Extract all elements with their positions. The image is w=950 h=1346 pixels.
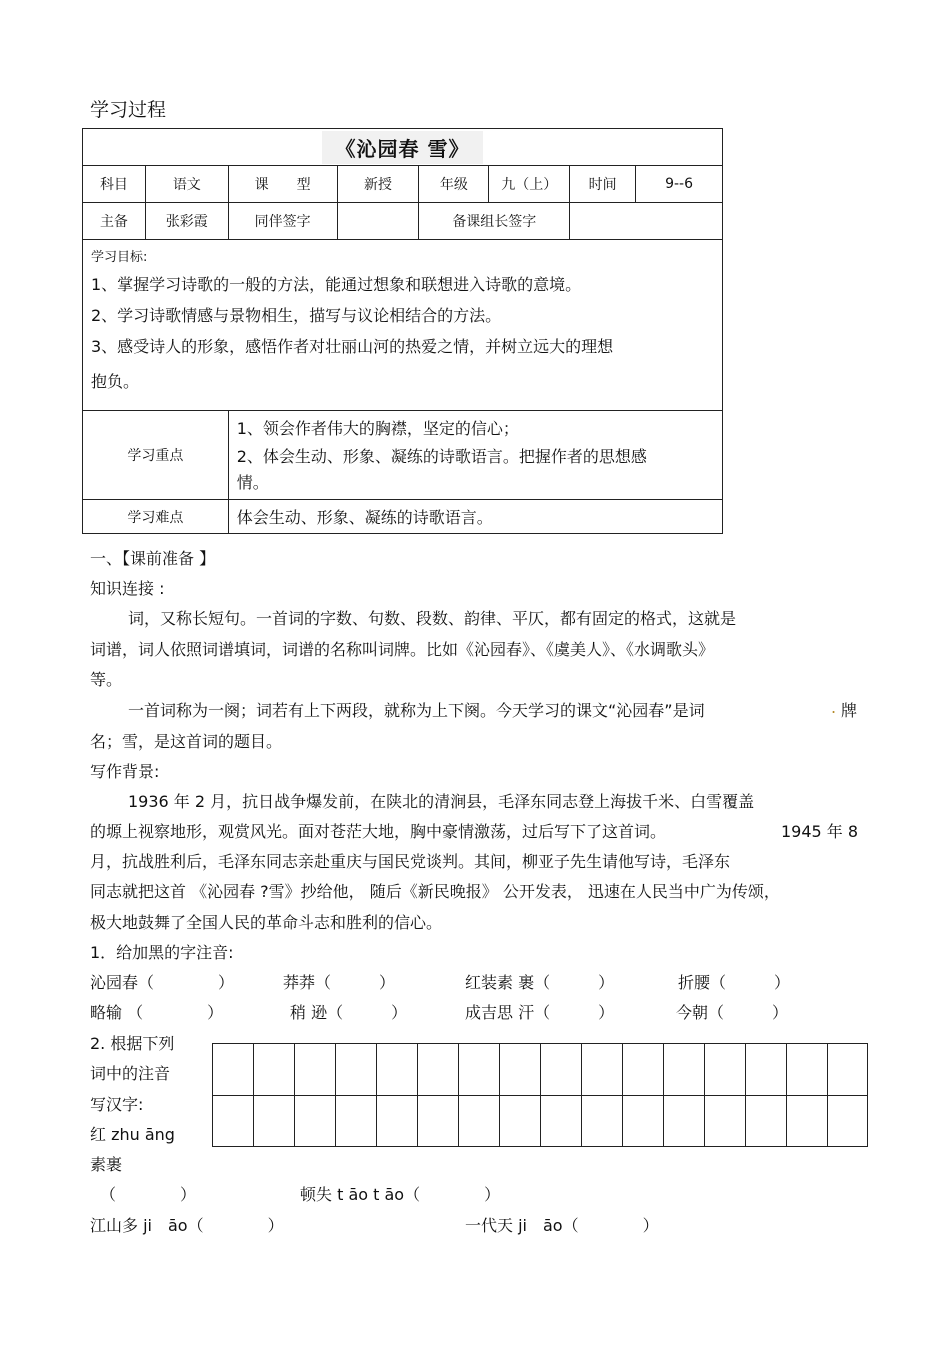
info-cell: 科目 [83, 166, 146, 203]
info-cell: 备课组长签字 [419, 203, 570, 240]
background-label: 写作背景: [90, 762, 160, 781]
question-2-label: 素裹 [90, 1155, 123, 1174]
pinyin-item: 折腰（ ） [678, 973, 791, 992]
title-cell [83, 129, 723, 166]
pinyin-item: 今朝（ ） [676, 1003, 789, 1022]
difficult-points-content: 体会生动、形象、凝练的诗歌语言。 [228, 500, 722, 534]
question-1-label: 1．给加黑的字注音: [90, 943, 234, 962]
learning-goals [83, 240, 723, 411]
paragraph-line: 月，抗战胜利后，毛泽东同志亲赴重庆与国民党谈判。其间，柳亚子先生请他写诗，毛泽东 [90, 852, 731, 871]
difficult-points-label: 学习难点 [83, 500, 229, 534]
paragraph-line: 牌 [841, 701, 858, 720]
info-cell: 年级 [419, 166, 489, 203]
info-row-1 [83, 166, 723, 203]
knowledge-label: 知识连接 : [90, 579, 165, 598]
info-cell: 时间 [570, 166, 636, 203]
key-points-label: 学习重点 [83, 411, 229, 500]
paragraph-line: 词谱，词人依照词谱填词，词谱的名称叫词牌。比如《沁园春》、《虞美人》、《水调歌头》 [90, 640, 715, 659]
pinyin-item: 一代天 ji āo（ ） [465, 1216, 659, 1235]
pinyin-item: 略输 （ ） [90, 1003, 224, 1022]
section-title: 一、【课前准备 】 [90, 549, 216, 568]
goal-item: 3、感受诗人的形象，感悟作者对壮丽山河的热爱之情，并树立远大的理想 [91, 337, 614, 356]
pinyin-item: 红装素 裹（ ） [465, 973, 615, 992]
paragraph-line: 的塬上视察地形，观赏风光。面对苍茫大地，胸中豪情激荡，过后写下了这首词。 [90, 822, 667, 841]
paragraph-line: 词，又称长短句。一首词的字数、句数、段数、韵律、平仄，都有固定的格式，这就是 [128, 609, 737, 628]
key-point-line: 2、体会生动、形象、凝练的诗歌语言。把握作者的思想感 [236, 447, 647, 466]
key-point-line: 情。 [236, 473, 269, 492]
info-cell: 九（上） [489, 166, 570, 203]
info-cell: 语文 [145, 166, 228, 203]
info-cell: 9--6 [636, 166, 723, 203]
question-2-label: 2. 根据下列 [90, 1034, 175, 1053]
pinyin-item: 江山多 ji āo（ ） [90, 1216, 284, 1235]
info-cell: 新授 [337, 166, 419, 203]
goal-item: 抱负。 [91, 372, 140, 391]
signature-blank [337, 203, 419, 240]
signature-blank [570, 203, 723, 240]
paragraph-line: 名；雪，是这首词的题目。 [90, 732, 283, 751]
pinyin-item: 莽莽（ ） [283, 973, 396, 992]
goal-item: 1、掌握学习诗歌的一般的方法，能通过想象和联想进入诗歌的意境。 [91, 275, 582, 294]
pinyin-item: 沁园春（ ） [90, 973, 235, 992]
stray-mark: . [831, 698, 837, 717]
pinyin-item: 成吉思 汗（ ） [465, 1003, 615, 1022]
paragraph-line: 1936 年 2 月，抗日战争爆发前，在陕北的清涧县，毛泽东同志登上海拔千米、白雪覆盖 [128, 792, 755, 811]
info-cell: 课 型 [228, 166, 337, 203]
info-cell: 主备 [83, 203, 146, 240]
goals-label: 学习目标: [91, 250, 148, 265]
paragraph-line: 1945 年 8 [781, 822, 859, 841]
lesson-title: 《沁园春 雪》 [322, 131, 484, 164]
paragraph-line: 同志就把这首 《沁园春 ?雪》抄给他， 随后《新民晚报》 公开发表， 迅速在人民当中广为传颂， [90, 882, 780, 901]
lesson-info-table [82, 128, 723, 534]
info-cell: 同伴签字 [228, 203, 337, 240]
paragraph-line: 一首词称为一阕；词若有上下两段，就称为上下阕。今天学习的课文“沁园春”是词 [128, 701, 705, 720]
info-row-2 [83, 203, 723, 240]
key-point-line: 1、领会作者伟大的胸襟，坚定的信心； [236, 419, 519, 438]
answer-blank: （ ） [100, 1185, 197, 1204]
info-cell: 张彩霞 [145, 203, 228, 240]
writing-grid [212, 1043, 868, 1147]
question-2-label: 词中的注音 [90, 1064, 171, 1083]
question-2-label: 红 zhu āng [90, 1125, 175, 1144]
question-2-label: 写汉字: [90, 1095, 144, 1114]
paragraph-line: 等。 [90, 670, 123, 689]
pinyin-item: 顿失 t āo t āo（ ） [300, 1185, 501, 1204]
pinyin-item: 稍 逊（ ） [290, 1003, 408, 1022]
section-heading: 学习过程 [90, 99, 167, 121]
paragraph-line: 极大地鼓舞了全国人民的革命斗志和胜利的信心。 [90, 913, 443, 932]
key-points-content [228, 411, 722, 500]
goal-item: 2、学习诗歌情感与景物相生，描写与议论相结合的方法。 [91, 306, 502, 325]
